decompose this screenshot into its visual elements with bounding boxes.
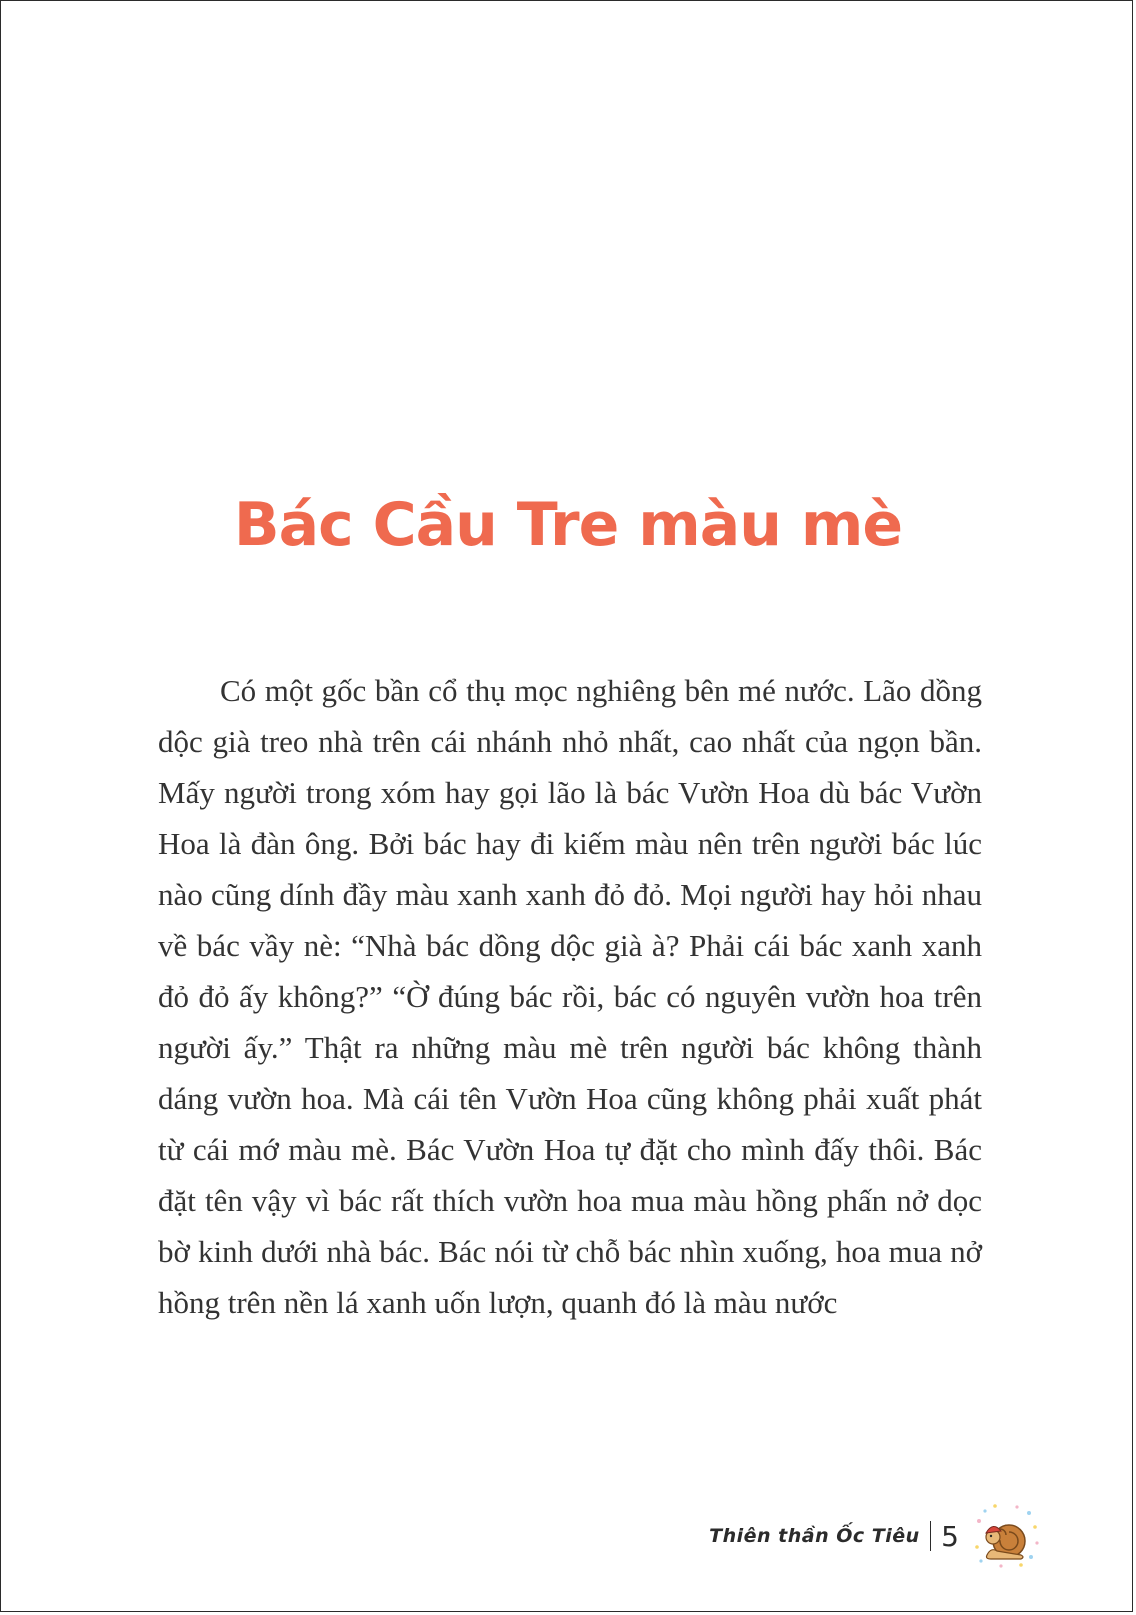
page-footer <box>709 1516 1041 1556</box>
chapter-title: Bác Cầu Tre màu mè <box>233 490 903 561</box>
body-paragraph: Có một gốc bần cổ thụ mọc nghiêng bên mé nước. Lão dồng dộc già treo nhà trên cái nhánh nhỏ nhất, cao nhất của ngọn bần. Mấy người trong xóm hay gọi lão là bác Vườn Hoa dù bác Vườn Hoa là đàn ông. Bởi bác hay đi kiếm màu nên trên người bác lúc nào cũng dính đầy màu xanh xanh đỏ đỏ. Mọi người hay hỏi nhau về bác vầy nè: “Nhà bác dồng dộc già à? Phải cái bác xanh xanh đỏ đỏ ấy không?” “Ờ đúng bác rồi, bác có nguyên vườn hoa trên người ấy.” Thật ra những màu mè trên người bác không thành dáng vườn hoa. Mà cái tên Vườn Hoa cũng không phải xuất phát từ cái mớ màu mè. Bác Vườn Hoa tự đặt cho mình đấy thôi. Bác đặt tên vậy vì bác rất thích vườn hoa mua màu hồng phấn nở dọc bờ kinh dưới nhà bác. Bác nói từ chỗ bác nhìn xuống, hoa mua nở hồng trên nền lá xanh uốn lượn, quanh đó là màu nước <box>158 673 982 1320</box>
page-number: 5 <box>941 1519 959 1553</box>
footer-book-title: Thiên thần Ốc Tiêu <box>709 1525 920 1547</box>
footer-divider <box>930 1521 932 1551</box>
snail-icon <box>971 1501 1041 1571</box>
